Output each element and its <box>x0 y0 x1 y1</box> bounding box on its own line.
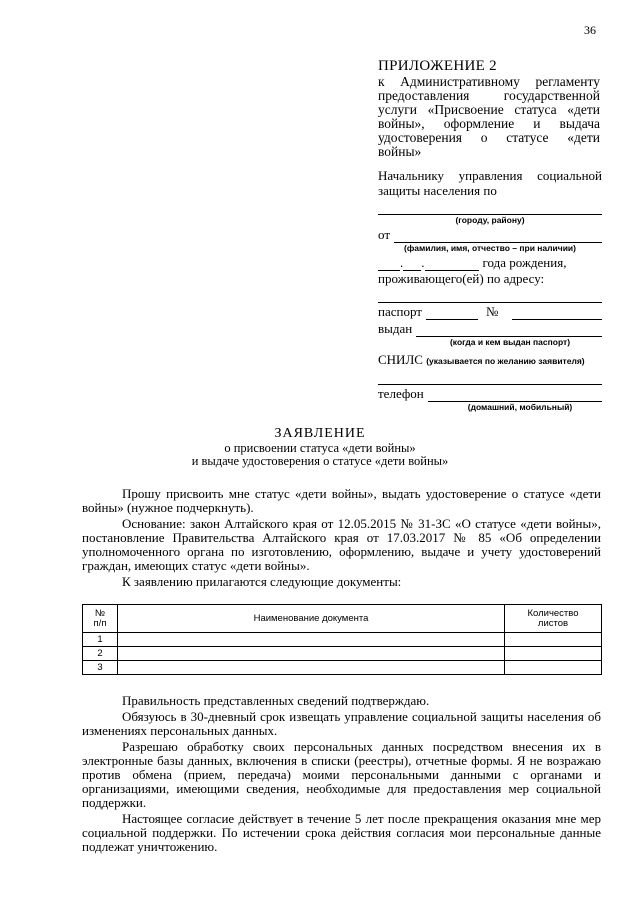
issued-label: выдан <box>378 321 413 336</box>
phone-hint: (домашний, мобильный) <box>467 402 573 412</box>
row-document-cell[interactable] <box>118 661 505 675</box>
number-label: № <box>485 304 499 319</box>
snils-line[interactable] <box>378 368 602 385</box>
table-row <box>83 633 602 647</box>
passport-line[interactable] <box>378 303 602 320</box>
row-document-cell[interactable] <box>118 633 505 647</box>
city-line[interactable] <box>378 198 602 215</box>
issued-hint: (когда и кем выдан паспорт) <box>449 337 571 347</box>
statement-title: ЗАЯВЛЕНИЕ <box>274 426 366 441</box>
row-number: 3 <box>83 661 118 675</box>
passport-label: паспорт <box>378 304 422 319</box>
address-line[interactable] <box>378 286 602 303</box>
row-number: 1 <box>83 633 118 647</box>
table-header-row <box>83 605 602 633</box>
statement-subtitle-2: и выдаче удостоверения о статусе «дети войны» <box>191 454 449 468</box>
phone-label: телефон <box>378 386 424 401</box>
documents-table <box>82 604 602 675</box>
from-label: от <box>378 227 391 242</box>
basis-paragraph: Основание: закон Алтайского края от 12.05.2015 № 31-ЗС «О статусе «дети войны», постановление Правительства Алтайского края от 17.03.2017 № 85 «Об определении уполномоченного органа по изготовлению, оформлению, выдаче и учету удостоверений граждан, имеющих статус «дети войны». <box>82 516 601 573</box>
row-document-cell[interactable] <box>118 647 505 661</box>
snils-label: СНИЛС <box>378 352 423 367</box>
request-paragraph: Прошу присвоить мне статус «дети войны», выдать удостоверение о статусе «дети войны» (нужное подчеркнуть). <box>82 486 601 515</box>
address-label: проживающего(ей) по адресу: <box>378 271 545 286</box>
row-number: 2 <box>83 647 118 661</box>
consent-paragraph: Разрешаю обработку своих персональных данных посредством внесения их в электронные базы данных, включения в списки (реестры), отчетные формы. Я не возражаю против обмена (прием, передача) моими персональными данными с органами и организациями, имеющими сведения, необходимые для предоставления мер социальной поддержки. <box>82 739 601 810</box>
consent-body <box>82 694 601 856</box>
confirm-paragraph: Правильность представленных сведений подтверждаю. <box>122 693 430 708</box>
row-count-cell[interactable] <box>505 633 602 647</box>
col-count-header: Количество листов <box>505 605 602 633</box>
attachments-paragraph: К заявлению прилагаются следующие документы: <box>122 574 402 589</box>
annex-title: ПРИЛОЖЕНИЕ 2 <box>378 58 497 74</box>
issued-line[interactable] <box>378 320 602 337</box>
table-row <box>83 647 602 661</box>
from-line[interactable] <box>378 226 602 243</box>
name-hint: (фамилия, имя, отчество – при наличии) <box>404 243 576 253</box>
birth-label: года рождения, <box>482 255 567 270</box>
row-count-cell[interactable] <box>505 647 602 661</box>
annex-block <box>378 58 600 159</box>
page-number: 36 <box>584 23 596 37</box>
col-name-header: Наименование документа <box>118 605 505 633</box>
addressee-block <box>378 168 602 413</box>
snils-row <box>378 351 602 368</box>
annex-text: к Административному регламенту предоставления государственной услуги «Присвоение статуса «дети войны», оформление и выдача удостоверения о статусе «дети войны» <box>378 74 600 159</box>
city-hint: (городу, району) <box>455 215 525 225</box>
statement-title-block <box>0 426 640 468</box>
table-row <box>83 661 602 675</box>
col-number-header: № п/п <box>83 605 118 633</box>
addressee-line: Начальнику управления социальной защиты населения по <box>378 168 602 198</box>
notify-paragraph: Обязуюсь в 30-дневный срок извещать управление социальной защиты населения об изменениях персональных данных. <box>82 709 601 738</box>
statement-subtitle-1: о присвоении статуса «дети войны» <box>224 441 416 455</box>
phone-line[interactable] <box>378 385 602 402</box>
birth-line[interactable]: . . года рождения, <box>378 254 602 271</box>
statement-body <box>82 487 601 591</box>
validity-paragraph: Настоящее согласие действует в течение 5 лет после прекращения оказания мне мер социальной поддержки. По истечении срока действия согласия мои персональные данные подлежат уничтожению. <box>82 811 601 854</box>
snils-hint: (указывается по желанию заявителя) <box>426 356 585 366</box>
row-count-cell[interactable] <box>505 661 602 675</box>
